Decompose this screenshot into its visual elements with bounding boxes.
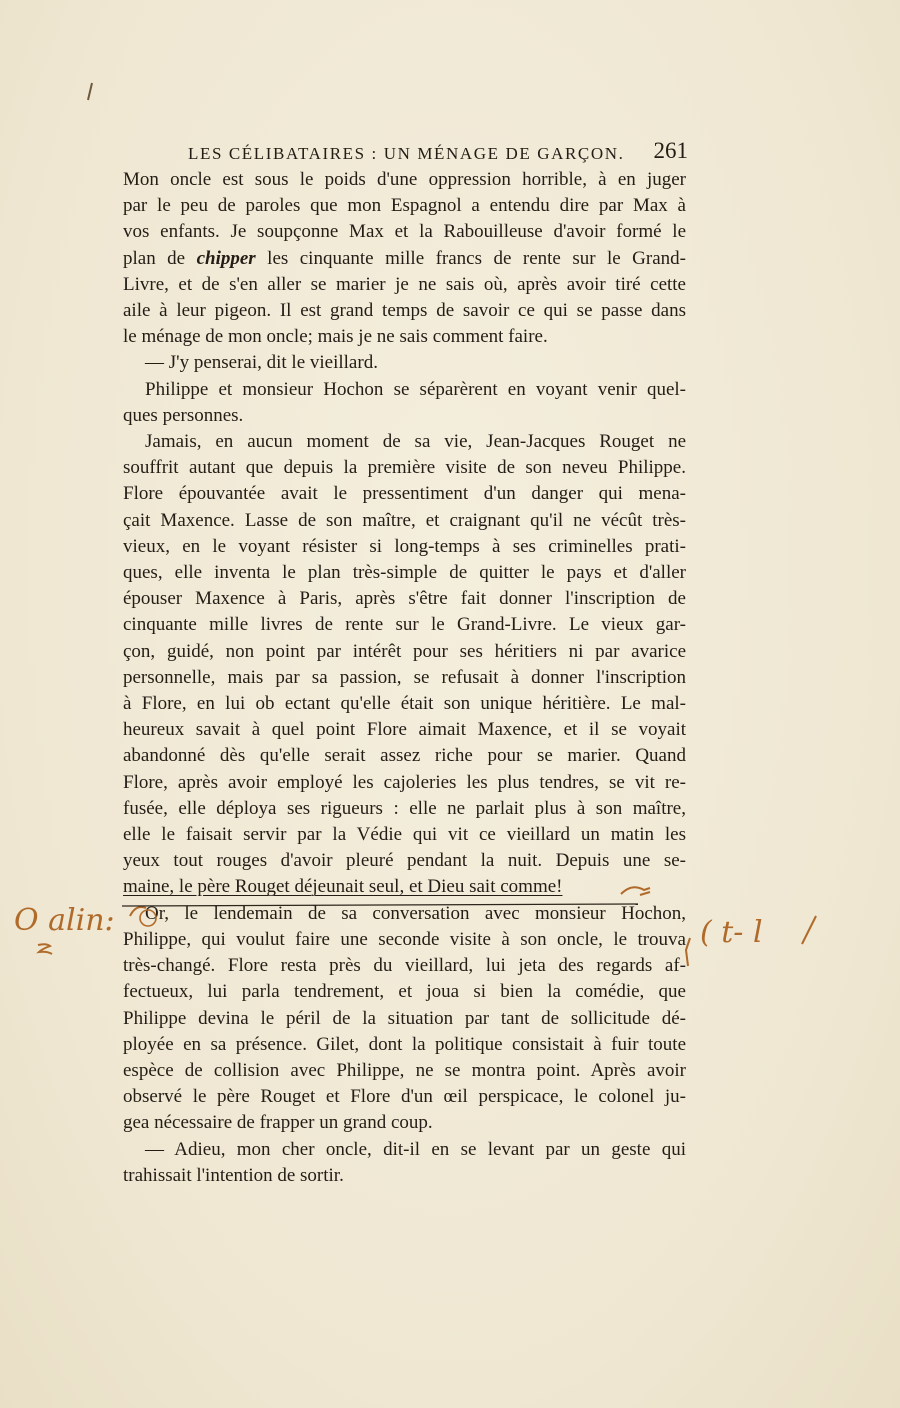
underline-stroke [120,900,640,910]
text-line [123,743,686,769]
text-segment: Flore, après avoir employé les cajoleries les plus tendres, se vit re- [123,771,686,793]
text-line [123,272,686,298]
text-line [123,822,686,848]
text-line [123,560,686,586]
text-segment: épouser Maxence à Paris, après s'être fait donner l'inscription de [123,588,686,610]
text-segment: abandonné dès qu'elle serait assez riche pour se marier. Quand [123,745,686,767]
text-line [123,219,686,245]
right-margin-tick [790,914,820,948]
text-line [123,350,686,376]
text-line [123,691,686,717]
text-line [123,1137,686,1163]
text-line [123,639,686,665]
text-line [123,1032,686,1058]
text-line [123,953,686,979]
text-line [123,586,686,612]
text-line [123,1006,686,1032]
left-margin-squiggle [34,940,58,962]
text-segment: vos enfants. Je soupçonne Max et la Rabouilleuse d'avoir formé le [123,221,686,243]
text-segment: Jamais, en aucun moment de sa vie, Jean-Jacques Rouget ne [145,431,686,453]
text-segment: les cinquante mille francs de rente sur le Grand- [255,247,686,269]
text-segment: ques personnes. [123,404,244,426]
text-segment: plan de [123,247,197,269]
insertion-bracket [678,936,694,968]
text-segment: Livre, et de s'en aller se marier je ne sais où, après avoir tiré cette [123,273,686,295]
text-line [123,246,686,272]
text-line [123,508,686,534]
text-line [123,298,686,324]
text-segment: à Flore, en lui ob ectant qu'elle était son unique héritière. Le mal- [123,693,686,715]
text-line [123,324,686,350]
text-line [123,534,686,560]
text-segment: çait Maxence. Lasse de son maître, et craignant qu'il ne vécût très- [123,509,686,531]
text-segment: par le peu de paroles que mon Espagnol a entendu dire par Max à [123,195,686,217]
text-segment: maine, le père Rouget déjeunait seul, et Dieu sait comme! [123,876,563,898]
text-line [123,429,686,455]
text-segment: personnelle, mais par sa passion, se refusait à donner l'inscription [123,666,686,688]
text-line [123,481,686,507]
text-line [123,1084,686,1110]
text-segment: vieux, en le voyant résister si long-temps à ses criminelles prati- [123,535,686,557]
text-segment: heureux savait à quel point Flore aimait Maxence, et il se voyait [123,719,686,741]
text-line [123,167,686,193]
text-segment: le ménage de mon oncle; mais je ne sais comment faire. [123,326,548,348]
text-segment: Philippe, qui voulut faire une seconde visite à son oncle, le trouva [123,928,686,950]
text-line [123,403,686,429]
body-text [123,167,686,1189]
running-head: LES CÉLIBATAIRES : UN MÉNAGE DE GARÇON. [188,144,625,163]
text-segment: observé le père Rouget et Flore d'un œil perspicace, le colonel ju- [123,1086,686,1108]
text-segment: espèce de collision avec Philippe, ne se montra point. Après avoir [123,1059,686,1081]
emphasized-word: chipper [196,247,256,269]
text-segment: ployée en sa présence. Gilet, dont la politique consistait à fuir toute [123,1033,686,1055]
text-segment: très-changé. Flore resta près du vieillard, lui jeta des regards af- [123,955,686,977]
text-segment: ques, elle inventa le plan très-simple de quitter le pays et d'aller [123,562,686,584]
text-line [123,665,686,691]
left-margin-annotation: O alin: [14,903,115,938]
text-segment: — Adieu, mon cher oncle, dit-il en se levant par un geste qui [145,1138,686,1160]
text-line [123,455,686,481]
right-margin-annotation: ( t- l [700,915,763,950]
text-segment: gea nécessaire de frapper un grand coup. [123,1112,433,1134]
text-segment: Mon oncle est sous le poids d'une oppression horrible, à en juger [123,169,686,190]
text-line [123,1163,686,1189]
text-segment: elle le faisait servir par la Védie qui vit ce vieillard un matin les [123,824,686,846]
text-segment: fectueux, lui parla tendrement, et joua si bien la comédie, que [123,981,686,1003]
text-line [123,927,686,953]
text-segment: — J'y penserai, dit le vieillard. [145,352,378,374]
text-segment: Flore épouvantée avait le pressentiment d'un danger qui mena- [123,483,686,505]
text-segment: yeux tout rouges d'avoir pleuré pendant la nuit. Depuis une se- [123,850,686,872]
text-line [123,717,686,743]
text-line [123,770,686,796]
text-segment: trahissait l'intention de sortir. [123,1164,344,1186]
text-line [123,193,686,219]
text-segment: Philippe devina le péril de la situation par tant de sollicitude dé- [123,1007,686,1029]
margin-tick-mark [80,80,100,104]
text-segment: Or, le lendemain de sa conversation avec monsieur Hochon, [145,902,686,924]
page-header [188,138,688,168]
text-line [123,796,686,822]
text-line [123,377,686,403]
text-line [123,979,686,1005]
text-line [123,1058,686,1084]
text-segment: fusée, elle déploya ses rigueurs : elle ne parlait plus à son maître, [123,797,686,819]
page-number: 261 [653,138,688,163]
text-segment: çon, guidé, non point par intérêt pour ses héritiers ni par avarice [123,640,686,662]
text-line [123,612,686,638]
text-line [123,1110,686,1136]
text-line [123,848,686,874]
text-segment: Philippe et monsieur Hochon se séparèrent en voyant venir quel- [145,378,686,400]
text-segment: cinquante mille livres de rente sur le Grand-Livre. Le vieux gar- [123,614,686,636]
text-segment: souffrit autant que depuis la première visite de son neveu Philippe. [123,457,686,479]
text-segment: aile à leur pigeon. Il est grand temps de savoir ce qui se passe dans [123,300,686,322]
text-line [123,874,686,900]
